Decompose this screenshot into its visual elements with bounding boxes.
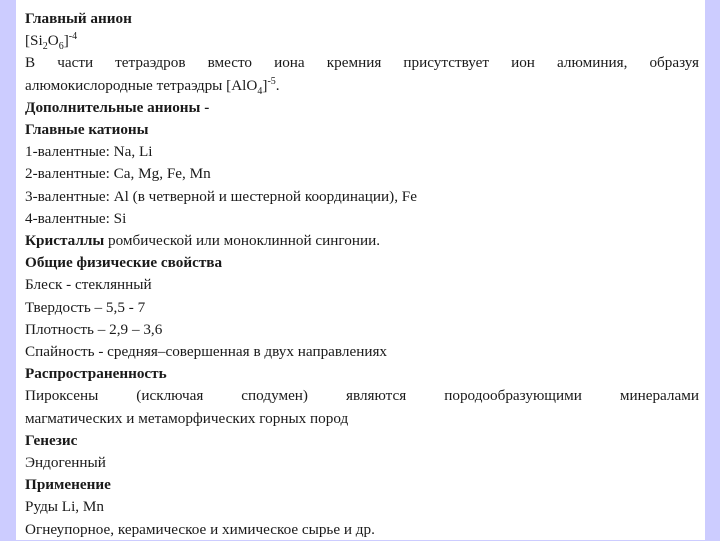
formula-oxygen: O bbox=[47, 32, 59, 50]
cation-item: 1-валентные: Na, Li bbox=[25, 143, 153, 161]
substitution-charge: -5 bbox=[267, 75, 276, 87]
substitution-text: алюмокислородные тетраэдры [AlO bbox=[25, 76, 258, 94]
cation-item: 2-валентные: Ca, Mg, Fe, Mn bbox=[25, 165, 211, 183]
main-anion-heading: Главный анион bbox=[25, 10, 132, 27]
substitution-sub: 4 bbox=[257, 85, 263, 97]
physical-properties-heading: Общие физические свойства bbox=[25, 254, 223, 272]
formula-close: ] bbox=[63, 32, 69, 50]
main-cations-heading: Главные катионы bbox=[25, 121, 149, 139]
distribution-line-2: магматических и метаморфических горных пород bbox=[25, 409, 349, 427]
genesis-text: Эндогенный bbox=[25, 454, 106, 472]
physical-property-item: Твердость – 5,5 - 7 bbox=[25, 298, 146, 316]
application-item: Огнеупорное, керамическое и химическое сырье и др. bbox=[25, 520, 375, 538]
physical-property-item: Блеск - стеклянный bbox=[25, 276, 152, 294]
crystals-text: ромбической или моноклинной сингонии. bbox=[104, 232, 381, 250]
substitution-bracket: ] bbox=[262, 76, 268, 94]
distribution-line-1: Пироксены (исключая сподумен) являются породообразующими минералами bbox=[25, 387, 699, 405]
distribution-heading: Распространенность bbox=[25, 365, 167, 383]
formula-sub-o: 6 bbox=[58, 41, 64, 53]
crystals-line bbox=[25, 230, 699, 252]
substitution-period: . bbox=[275, 76, 280, 94]
cation-item: 3-валентные: Al (в четверной и шестерной координации), Fe bbox=[25, 187, 417, 205]
application-heading: Применение bbox=[25, 476, 111, 494]
additional-anions-heading: Дополнительные анионы - bbox=[25, 98, 210, 116]
genesis-heading: Генезис bbox=[25, 431, 78, 449]
crystals-label: Кристаллы bbox=[25, 232, 105, 250]
formula-sub-si: 2 bbox=[42, 41, 48, 53]
physical-property-item: Спайность - средняя–совершенная в двух направлениях bbox=[25, 343, 388, 361]
main-anion-formula bbox=[25, 30, 699, 52]
application-item: Руды Li, Mn bbox=[25, 498, 104, 516]
substitution-line-2 bbox=[25, 75, 699, 97]
formula-charge: -4 bbox=[68, 31, 78, 43]
cation-item: 4-валентные: Si bbox=[25, 209, 127, 227]
physical-property-item: Плотность – 2,9 – 3,6 bbox=[25, 320, 163, 338]
substitution-line-1: В части тетраэдров вместо иона кремния присутствует ион алюминия, образуя bbox=[25, 54, 699, 72]
slide-content bbox=[16, 0, 705, 540]
formula-open: [Si bbox=[25, 32, 43, 50]
